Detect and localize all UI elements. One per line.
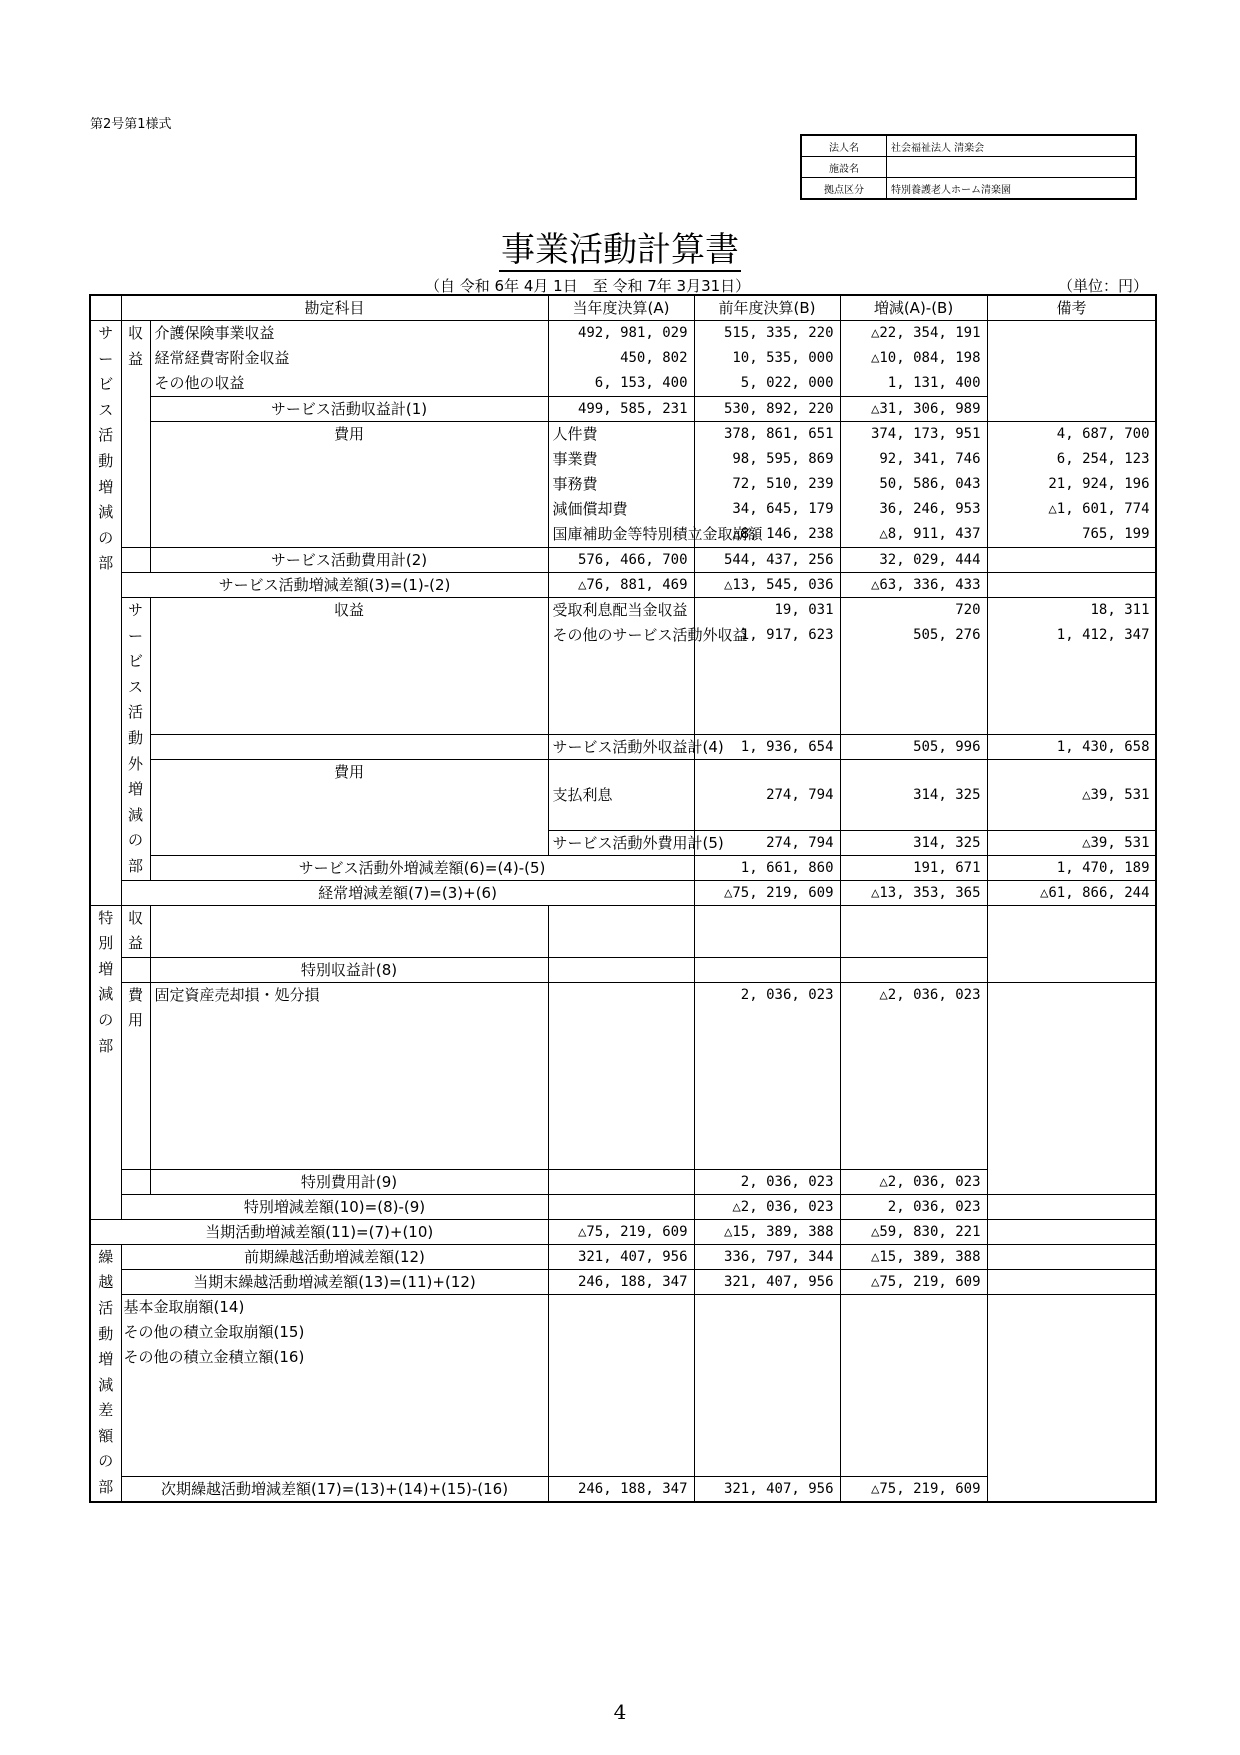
nonservice-expense-label: 費用 xyxy=(150,760,548,856)
special-section-label: 特別増減の部 xyxy=(90,905,121,1219)
facility-label: 施設名 xyxy=(801,157,887,178)
cell-value: 191, 671 xyxy=(840,855,987,880)
list-item: 国庫補助金等特別積立金取崩額 xyxy=(552,525,763,543)
blank-cell xyxy=(121,548,150,573)
note-cell xyxy=(987,1294,1156,1501)
base-value: 特別養護老人ホーム清楽園 xyxy=(887,178,1137,200)
cell-value: △2, 036, 023 xyxy=(879,986,981,1003)
page-title xyxy=(0,222,1240,271)
nonservice-income-total-label: サービス活動外収益計(4) xyxy=(548,735,694,760)
cell-value: 10, 535, 000 xyxy=(732,350,834,366)
blank-cell xyxy=(150,905,548,957)
list-item: その他の収益 xyxy=(154,374,245,392)
cell-value: 336, 797, 344 xyxy=(694,1244,840,1269)
cell-value: 765, 199 xyxy=(1082,526,1150,542)
table-row xyxy=(90,760,1156,831)
service-expense-diff xyxy=(987,422,1156,548)
service-income-total-label: サービス活動収益計(1) xyxy=(150,397,548,422)
blank-cell xyxy=(840,1294,987,1476)
nonservice-income-previous xyxy=(840,598,987,735)
blank-cell xyxy=(694,905,840,957)
cell-value: 576, 466, 700 xyxy=(548,548,694,573)
blank-cell xyxy=(694,1294,840,1476)
cell-value: △2, 036, 023 xyxy=(840,1169,987,1194)
service-expense-total-label: サービス活動費用計(2) xyxy=(150,548,548,573)
blank-cell xyxy=(694,957,840,982)
cell-value: 321, 407, 956 xyxy=(548,1244,694,1269)
cell-value: 1, 470, 189 xyxy=(987,855,1156,880)
list-item: 基本金取崩額(14) xyxy=(123,1297,245,1316)
blank-cell xyxy=(548,905,694,957)
cell-value: △59, 830, 221 xyxy=(840,1219,987,1244)
corp-value: 社会福祉法人 清楽会 xyxy=(887,135,1137,157)
blank-cell xyxy=(548,982,694,1169)
nonservice-income-diff xyxy=(987,598,1156,735)
cell-value: 499, 585, 231 xyxy=(548,397,694,422)
list-item: 経常経費寄附金収益 xyxy=(154,349,290,367)
facility-value xyxy=(887,157,1137,178)
cell-value: △76, 881, 469 xyxy=(548,573,694,598)
blank-cell xyxy=(548,957,694,982)
cell-value: △61, 866, 244 xyxy=(987,880,1156,905)
table-row xyxy=(90,880,1156,905)
cell-value: △8, 146, 238 xyxy=(732,526,834,542)
service-expense-previous xyxy=(840,422,987,548)
cell-value: △2, 036, 023 xyxy=(694,1194,840,1219)
cell-value: △15, 389, 388 xyxy=(694,1219,840,1244)
cell-value: 32, 029, 444 xyxy=(840,548,987,573)
service-diff-label: サービス活動増減差額(3)=(1)-(2) xyxy=(121,573,548,598)
cell-value: 18, 311 xyxy=(1090,602,1150,618)
blank-cell xyxy=(150,735,548,760)
cell-value: △22, 354, 191 xyxy=(870,325,981,341)
service-income-label: 収益 xyxy=(121,321,150,548)
carryover-prev-label: 前期繰越活動増減差額(12) xyxy=(121,1244,548,1269)
list-item: 介護保険事業収益 xyxy=(154,324,275,342)
list-item: 受取利息配当金収益 xyxy=(552,601,688,619)
table-row xyxy=(90,321,1156,397)
header-row xyxy=(90,295,1156,321)
cell-value: 274, 794 xyxy=(694,760,840,831)
cell-value: 321, 407, 956 xyxy=(694,1476,840,1502)
list-item: 減価償却費 xyxy=(552,500,628,518)
cell-value: 530, 892, 220 xyxy=(694,397,840,422)
note-cell xyxy=(987,1219,1156,1244)
cell-value: 246, 188, 347 xyxy=(548,1269,694,1294)
special-diff-label: 特別増減差額(10)=(8)-(9) xyxy=(121,1194,548,1219)
service-income-diff xyxy=(840,321,987,397)
cell-value: 1, 430, 658 xyxy=(987,735,1156,760)
cell-value: 374, 173, 951 xyxy=(870,426,981,442)
nonservice-section-label: サービス活動外増減の部 xyxy=(121,598,150,881)
special-expense-list xyxy=(150,982,548,1169)
blank-cell xyxy=(548,1194,694,1219)
base-label: 拠点区分 xyxy=(801,178,887,200)
table-row xyxy=(90,982,1156,1169)
list-item: 事業費 xyxy=(552,450,598,468)
cell-value: △8, 911, 437 xyxy=(879,526,981,542)
cell-value: △75, 219, 609 xyxy=(548,1219,694,1244)
activity-statement-table xyxy=(89,294,1157,1503)
cell-value: △75, 219, 609 xyxy=(840,1476,987,1502)
cell-value: 34, 645, 179 xyxy=(732,501,834,517)
blank-cell xyxy=(548,1169,694,1194)
title-text: 事業活動計算書 xyxy=(501,230,739,270)
list-item: 固定資産売却損・処分損 xyxy=(154,985,320,1004)
cell-value: △75, 219, 609 xyxy=(694,880,840,905)
unit: （単位：円） xyxy=(1058,277,1149,295)
cell-value: 50, 586, 043 xyxy=(879,476,981,492)
table-row xyxy=(90,422,1156,548)
blank-cell xyxy=(548,1294,694,1476)
cell-value: 1, 131, 400 xyxy=(887,375,981,391)
table-row xyxy=(90,598,1156,735)
cell-value: △31, 306, 989 xyxy=(840,397,987,422)
special-expense-diff xyxy=(840,982,987,1169)
cell-value: △10, 084, 198 xyxy=(870,350,981,366)
cell-value: 36, 246, 953 xyxy=(879,501,981,517)
table-row xyxy=(90,548,1156,573)
cell-value: △13, 353, 365 xyxy=(840,880,987,905)
special-income-total-label: 特別収益計(8) xyxy=(150,957,548,982)
cell-value: △39, 531 xyxy=(987,830,1156,855)
table-row xyxy=(90,1219,1156,1244)
note-cell xyxy=(987,1194,1156,1219)
list-item: その他の積立金積立額(16) xyxy=(123,1347,305,1366)
page-number: 4 xyxy=(613,1700,627,1724)
carryover-section-label: 繰越活動増減差額の部 xyxy=(90,1244,121,1501)
entity-info-table xyxy=(800,134,1137,200)
nonservice-expense-item: 支払利息 xyxy=(548,760,694,831)
nonservice-expense-total-label: サービス活動外費用計(5) xyxy=(548,830,694,855)
current-period-diff-label: 当期活動増減差額(11)=(7)+(10) xyxy=(90,1219,548,1244)
blank-cell xyxy=(121,957,150,982)
list-item: 人件費 xyxy=(552,425,598,443)
table-row xyxy=(90,735,1156,760)
service-income-list xyxy=(150,321,548,397)
special-expense-total-label: 特別費用計(9) xyxy=(150,1169,548,1194)
cell-value: 1, 936, 654 xyxy=(694,735,840,760)
table-row xyxy=(90,1294,1156,1476)
cell-value: 2, 036, 023 xyxy=(840,1194,987,1219)
table-row xyxy=(90,1194,1156,1219)
cell-value: △15, 389, 388 xyxy=(840,1244,987,1269)
cell-value: 4, 687, 700 xyxy=(1056,426,1150,442)
service-income-previous xyxy=(694,321,840,397)
header-subject: 勘定科目 xyxy=(121,295,548,321)
service-income-current xyxy=(548,321,694,397)
cell-value: 6, 153, 400 xyxy=(594,375,688,391)
cell-value: 246, 188, 347 xyxy=(548,1476,694,1502)
cell-value: △63, 336, 433 xyxy=(840,573,987,598)
cell-value: 19, 031 xyxy=(774,602,834,618)
list-item: 事務費 xyxy=(552,475,598,493)
header-note: 備考 xyxy=(987,295,1156,321)
cell-value: 2, 036, 023 xyxy=(740,986,834,1003)
header-diff: 増減(A)-(B) xyxy=(840,295,987,321)
note-cell xyxy=(987,905,1156,982)
service-expense-label: 費用 xyxy=(150,422,548,548)
cell-value: 1, 412, 347 xyxy=(1056,627,1150,643)
cell-value: 98, 595, 869 xyxy=(732,451,834,467)
blank-cell xyxy=(840,905,987,957)
cell-value: 1, 917, 623 xyxy=(740,627,834,643)
list-item: その他の積立金取崩額(15) xyxy=(123,1322,305,1341)
special-expense-label: 費用 xyxy=(121,982,150,1169)
note-cell xyxy=(987,1269,1156,1294)
list-item: その他のサービス活動外収益 xyxy=(552,626,748,644)
blank-cell xyxy=(121,1169,150,1194)
cell-value: 5, 022, 000 xyxy=(740,375,834,391)
cell-value: 321, 407, 956 xyxy=(694,1269,840,1294)
period: （自 令和 6年 4月 1日 至 令和 7年 3月31日） xyxy=(425,277,751,295)
header-previous: 前年度決算(B) xyxy=(694,295,840,321)
cell-value: 505, 276 xyxy=(913,627,981,643)
cell-value: 378, 861, 651 xyxy=(723,426,834,442)
ordinary-diff-label: 経常増減差額(7)=(3)+(6) xyxy=(121,880,694,905)
special-expense-previous xyxy=(694,982,840,1169)
cell-value: 314, 325 xyxy=(840,830,987,855)
corp-label: 法人名 xyxy=(801,135,887,157)
cell-value: 92, 341, 746 xyxy=(879,451,981,467)
blank-cell xyxy=(840,957,987,982)
cell-value: 6, 254, 123 xyxy=(1056,451,1150,467)
cell-value: 314, 325 xyxy=(840,760,987,831)
service-section-label: サービス活動増減の部 xyxy=(90,321,121,906)
carryover-items-list xyxy=(121,1294,548,1476)
note-cell xyxy=(987,573,1156,598)
table-row xyxy=(90,573,1156,598)
header-current: 当年度決算(A) xyxy=(548,295,694,321)
cell-value: 720 xyxy=(955,602,981,618)
nonservice-income-label: 収益 xyxy=(150,598,548,735)
cell-value: 274, 794 xyxy=(694,830,840,855)
cell-value: 1, 661, 860 xyxy=(694,855,840,880)
nonservice-income-list xyxy=(548,598,748,735)
cell-value: △39, 531 xyxy=(987,760,1156,831)
carryover-end-label: 当期末繰越活動増減差額(13)=(11)+(12) xyxy=(121,1269,548,1294)
cell-value: △75, 219, 609 xyxy=(840,1269,987,1294)
cell-value: △1, 601, 774 xyxy=(1048,501,1150,517)
cell-value: 505, 996 xyxy=(840,735,987,760)
cell-value: 450, 802 xyxy=(620,350,688,366)
service-expense-list xyxy=(548,422,763,548)
nonservice-diff-label: サービス活動外増減差額(6)=(4)-(5) xyxy=(150,855,694,880)
note-cell xyxy=(987,982,1156,1194)
form-number: 第2号第1様式 xyxy=(90,117,172,132)
nonservice-income-current xyxy=(694,598,840,735)
cell-value: 2, 036, 023 xyxy=(694,1169,840,1194)
table-row xyxy=(90,855,1156,880)
cell-value: △13, 545, 036 xyxy=(694,573,840,598)
note-cell xyxy=(987,321,1156,422)
cell-value: 492, 981, 029 xyxy=(577,325,688,341)
table-row xyxy=(90,1269,1156,1294)
special-income-label: 収益 xyxy=(121,905,150,957)
table-row xyxy=(90,1244,1156,1269)
cell-value: 72, 510, 239 xyxy=(732,476,834,492)
cell-value: 544, 437, 256 xyxy=(694,548,840,573)
cell-value: 515, 335, 220 xyxy=(723,325,834,341)
carryover-next-label: 次期繰越活動増減差額(17)=(13)+(14)+(15)-(16) xyxy=(121,1476,548,1502)
header-blank xyxy=(90,295,121,321)
table-row xyxy=(90,905,1156,957)
note-cell xyxy=(987,1244,1156,1269)
cell-value: 21, 924, 196 xyxy=(1048,476,1150,492)
